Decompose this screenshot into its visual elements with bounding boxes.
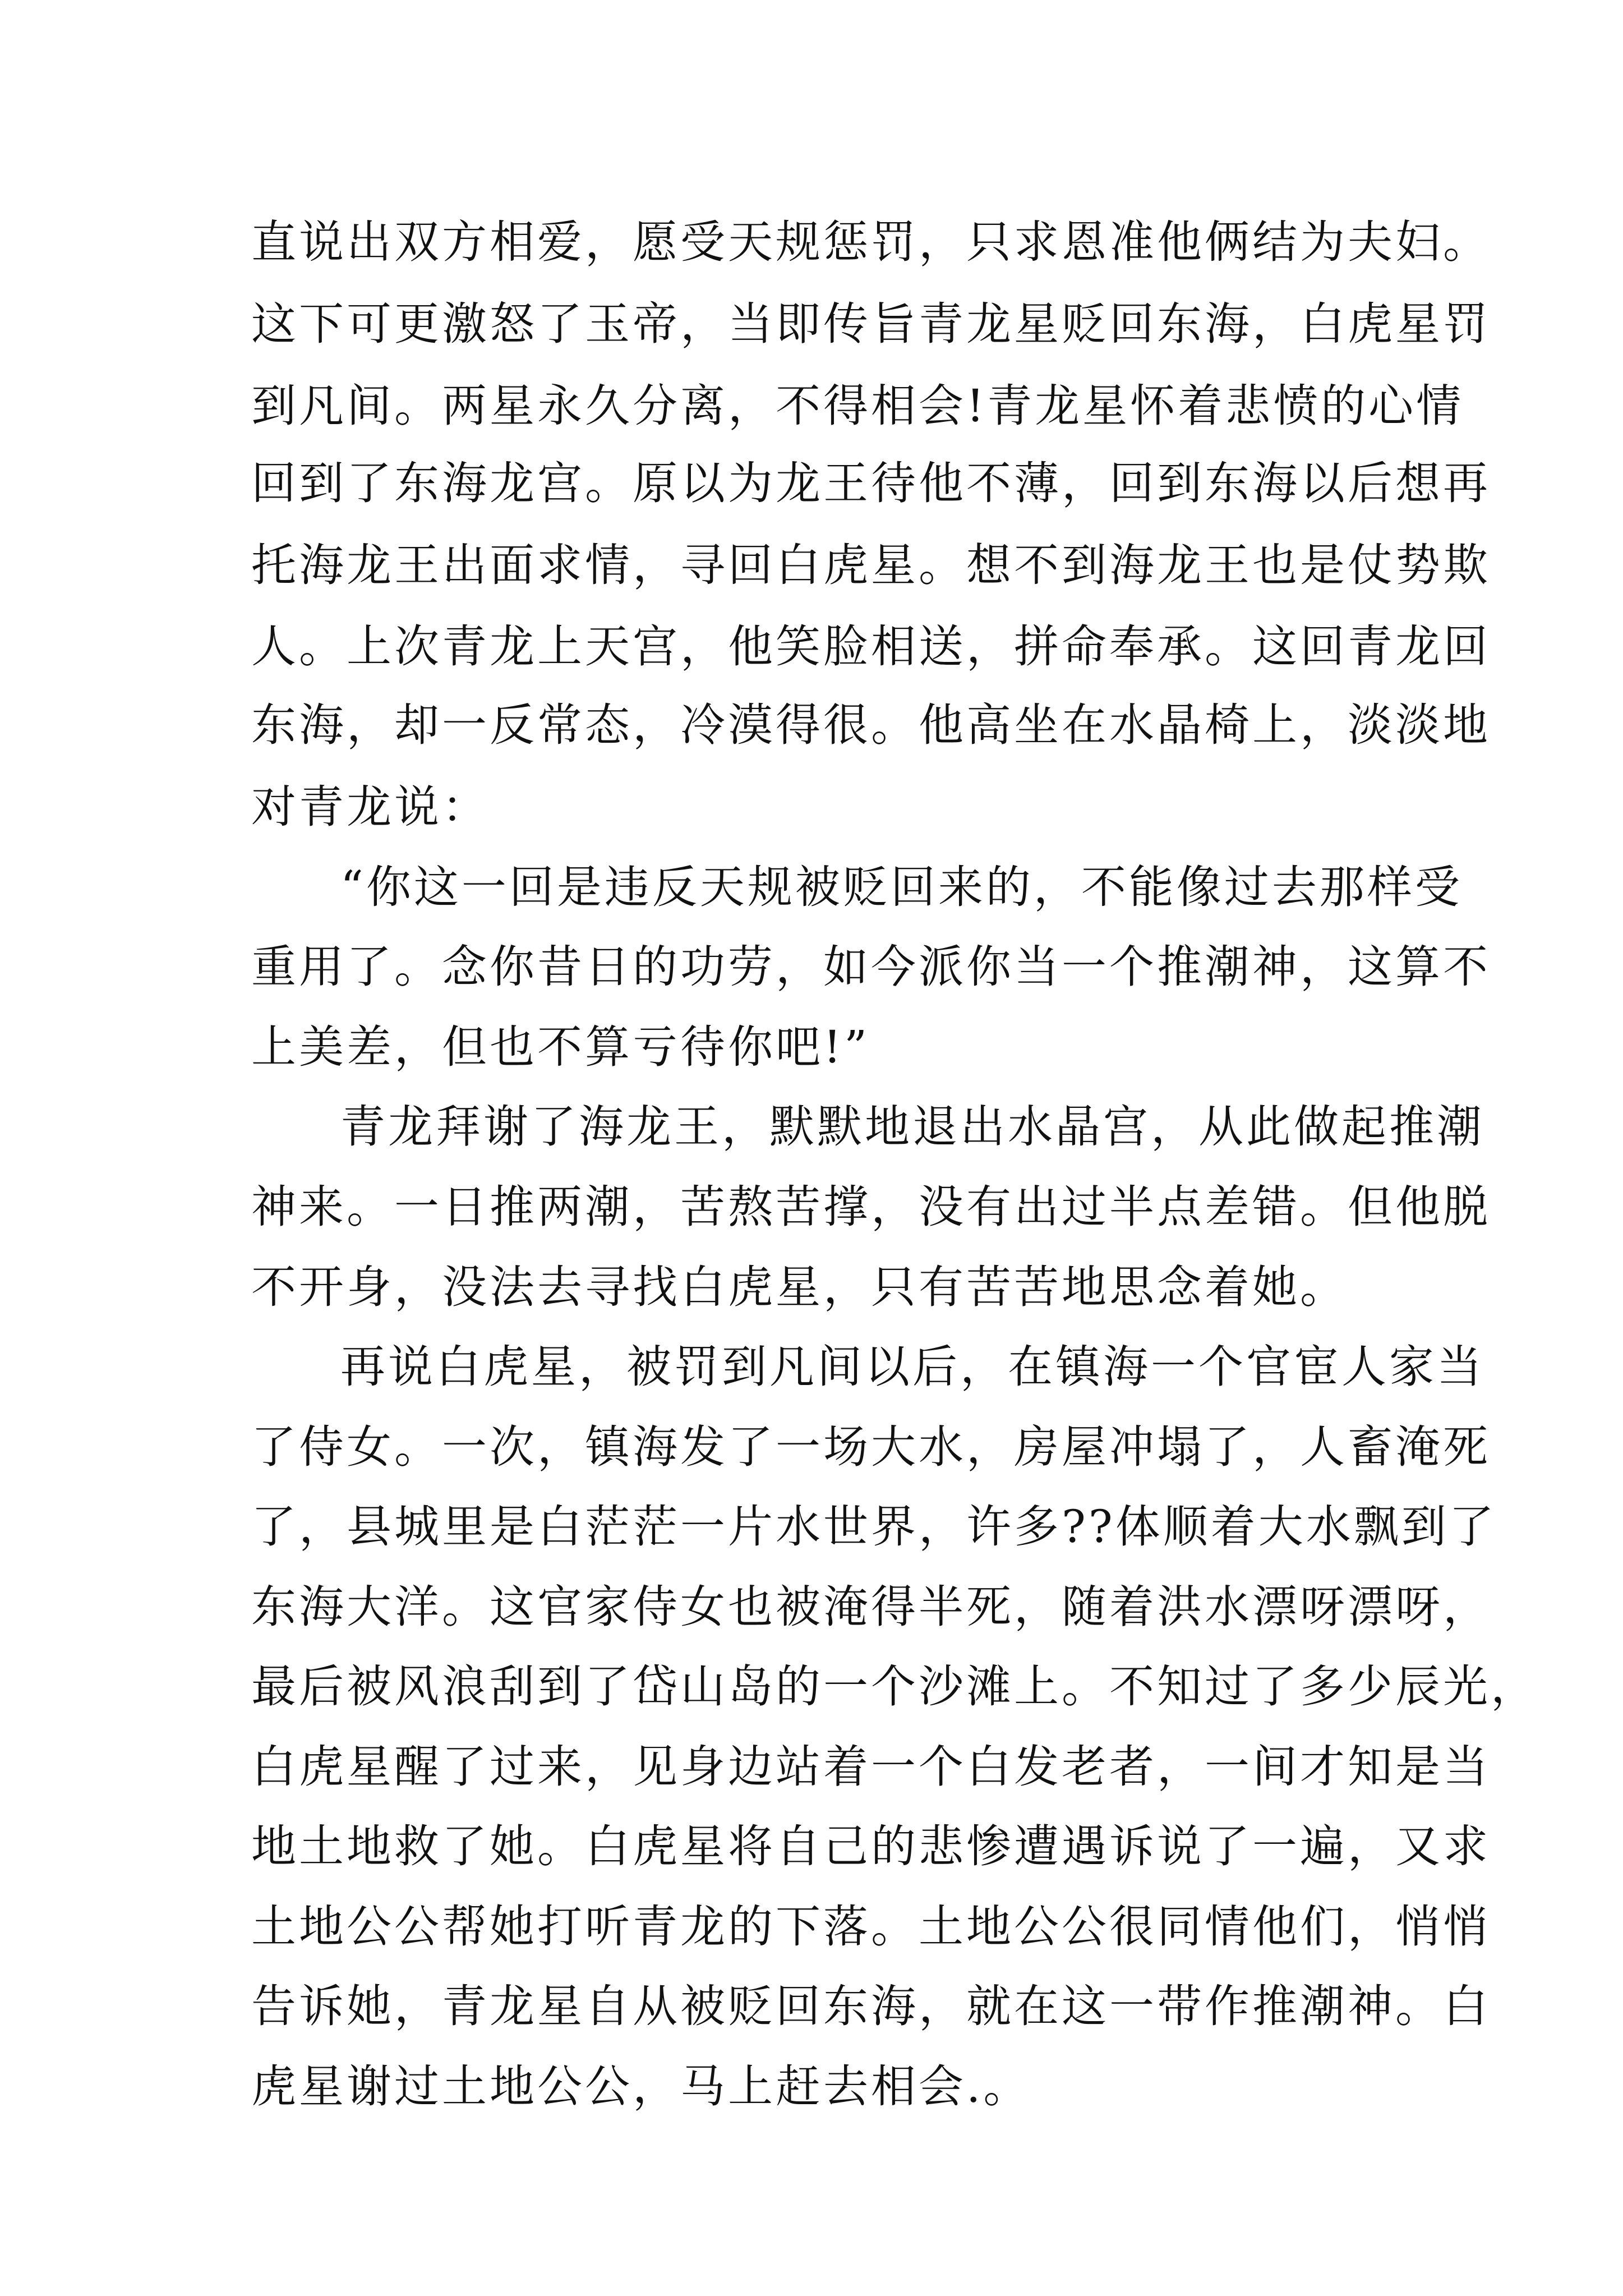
text-line: 托海龙王出面求情，寻回白虎星。想不到海龙王也是仗势欺 [251,539,1491,591]
text-line: “你这一回是违反天规被贬回来的，不能像过去那样受 [340,861,1463,913]
text-line: 白虎星醒了过来，见身边站着一个白发老者，一间才知是当 [251,1741,1491,1793]
text-line: 青龙拜谢了海龙王，默默地退出水晶宫，从此做起推潮 [340,1101,1484,1153]
text-line: 这下可更激怒了玉帝，当即传旨青龙星贬回东海，白虎星罚 [251,298,1491,350]
text-line: 重用了。念你昔日的功劳，如今派你当一个推潮神，这算不 [251,941,1491,993]
text-line: 虎星谢过土地公公，马上赶去相会.。 [251,2060,1031,2113]
text-line: 人。上次青龙上天宫，他笑脸相送，拼命奉承。这回青龙回 [251,620,1491,673]
text-line: 直说出双方相爱，愿受天规惩罚，只求恩准他俩结为夫妇。 [251,216,1491,268]
text-line: 对青龙说： [251,781,490,833]
text-line: 再说白虎星，被罚到凡间以后，在镇海一个官宦人家当 [340,1341,1484,1393]
text-line: 了，县城里是白茫茫一片水世界，许多??体顺着大水飘到了 [251,1501,1497,1553]
text-line: 东海大洋。这官家侍女也被淹得半死，随着洪水漂呀漂呀， [251,1581,1491,1633]
text-line: 最后被风浪刮到了岱山岛的一个沙滩上。不知过了多少辰光， [251,1660,1538,1713]
text-line: 到凡间。两星永久分离，不得相会!青龙星怀着悲愤的心情 [251,380,1464,432]
text-line: 上美差，但也不算亏待你吧!” [251,1021,870,1073]
text-line: 了侍女。一次，镇海发了一场大水，房屋冲塌了，人畜淹死 [251,1421,1491,1473]
text-line: 神来。一日推两潮，苦熬苦撑，没有出过半点差错。但他脱 [251,1181,1491,1233]
text-line: 东海，却一反常态，冷漠得很。他高坐在水晶椅上，淡淡地 [251,699,1491,751]
text-line: 告诉她，青龙星自从被贬回东海，就在这一带作推潮神。白 [251,1980,1491,2032]
text-line: 土地公公帮她打听青龙的下落。土地公公很同情他们，悄悄 [251,1901,1491,1953]
text-line: 回到了东海龙宫。原以为龙王待他不薄，回到东海以后想再 [251,457,1491,509]
text-line: 地土地救了她。白虎星将自己的悲惨遭遇诉说了一遍，又求 [251,1820,1491,1872]
text-line: 不开身，没法去寻找白虎星，只有苦苦地思念着她。 [251,1261,1348,1313]
